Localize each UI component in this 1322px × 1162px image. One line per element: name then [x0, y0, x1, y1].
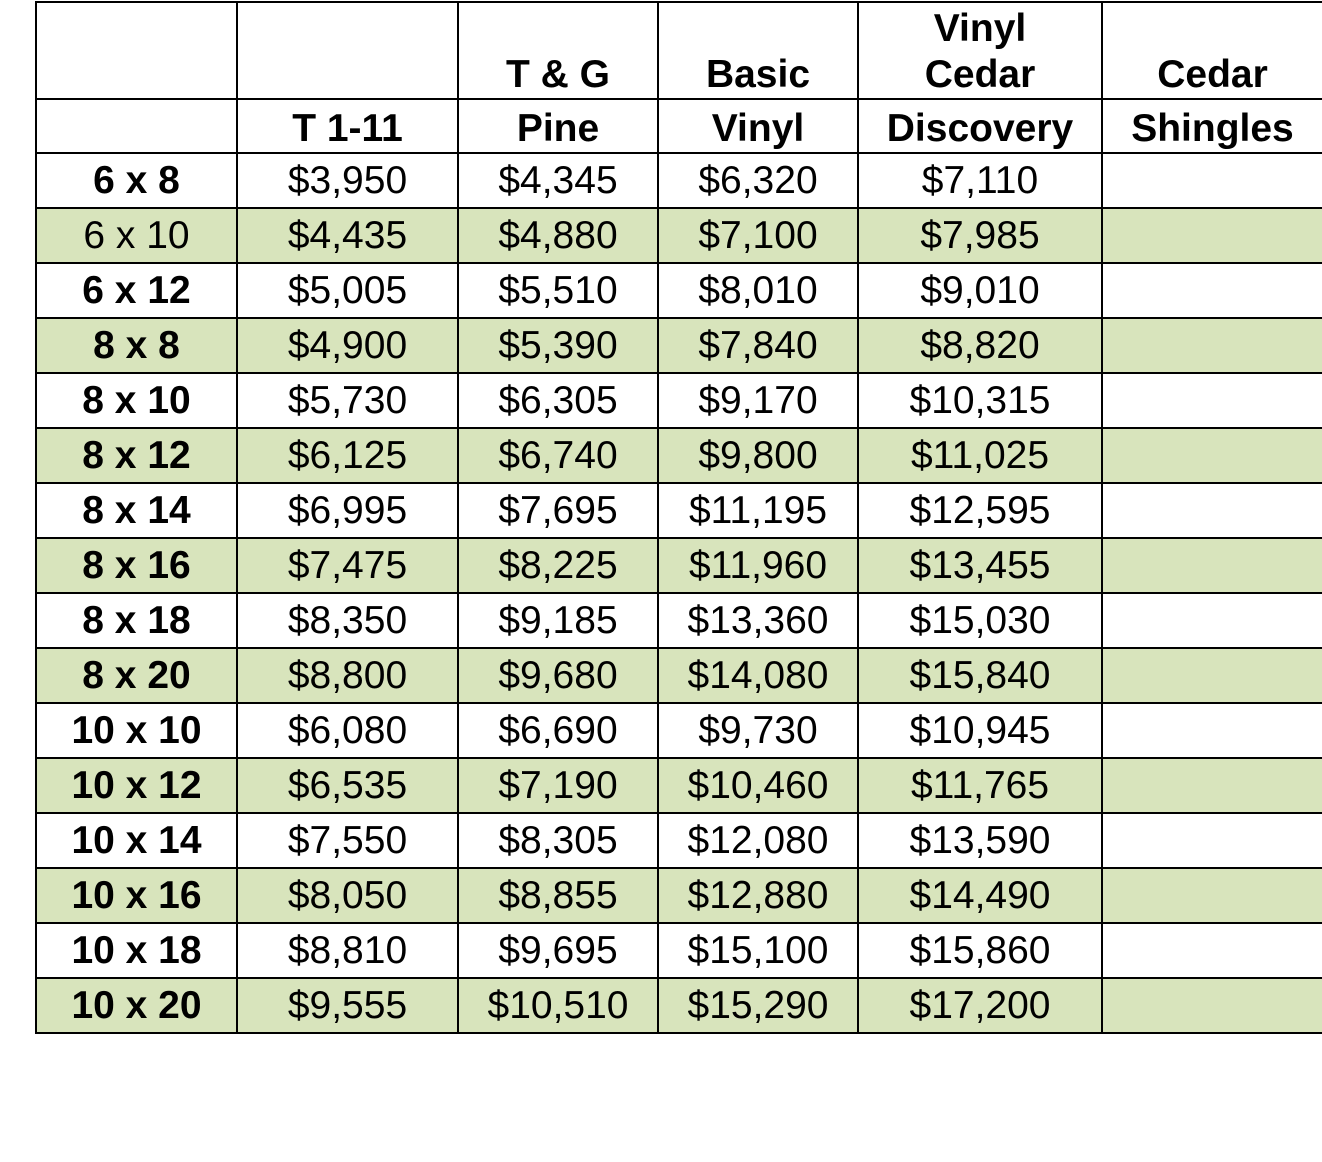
- basic-vinyl-price-cell: $12,080: [658, 813, 858, 868]
- vinyl-cedar-price-cell: $15,860: [858, 923, 1102, 978]
- tg-pine-price-cell: $9,185: [458, 593, 658, 648]
- vinyl-cedar-price-cell: $13,455: [858, 538, 1102, 593]
- size-cell: 8 x 16: [36, 538, 237, 593]
- tg-pine-price-cell: $5,510: [458, 263, 658, 318]
- tg-pine-price-cell: $8,225: [458, 538, 658, 593]
- table-row: [36, 923, 1322, 978]
- cedar-shingles-price-cell: [1102, 153, 1322, 208]
- tg-pine-price-cell: $6,690: [458, 703, 658, 758]
- header-vinyl-cedar: [858, 2, 1102, 99]
- basic-vinyl-price-cell: $15,100: [658, 923, 858, 978]
- header-vinyl-col: Vinyl: [658, 99, 858, 153]
- cedar-shingles-price-cell: [1102, 813, 1322, 868]
- cedar-shingles-price-cell: [1102, 263, 1322, 318]
- t111-price-cell: $4,435: [237, 208, 458, 263]
- cedar-shingles-price-cell: [1102, 483, 1322, 538]
- basic-vinyl-price-cell: $11,195: [658, 483, 858, 538]
- t111-price-cell: $8,810: [237, 923, 458, 978]
- vinyl-cedar-price-cell: $10,945: [858, 703, 1102, 758]
- t111-price-cell: $6,535: [237, 758, 458, 813]
- table-row: [36, 593, 1322, 648]
- cedar-shingles-price-cell: [1102, 758, 1322, 813]
- tg-pine-price-cell: $10,510: [458, 978, 658, 1033]
- tg-pine-price-cell: $6,740: [458, 428, 658, 483]
- header-cedar: Cedar: [1102, 2, 1322, 99]
- basic-vinyl-price-cell: $9,170: [658, 373, 858, 428]
- header-blank-t111: [237, 2, 458, 99]
- size-cell: 6 x 10: [36, 208, 237, 263]
- header-shingles-col: Shingles: [1102, 99, 1322, 153]
- size-cell: 8 x 12: [36, 428, 237, 483]
- vinyl-cedar-price-cell: $13,590: [858, 813, 1102, 868]
- tg-pine-price-cell: $7,190: [458, 758, 658, 813]
- vinyl-cedar-price-cell: $7,110: [858, 153, 1102, 208]
- vinyl-cedar-price-cell: $14,490: [858, 868, 1102, 923]
- t111-price-cell: $6,125: [237, 428, 458, 483]
- t111-price-cell: $9,555: [237, 978, 458, 1033]
- header-tg: T & G: [458, 2, 658, 99]
- header-row-2: [36, 99, 1322, 153]
- vinyl-cedar-price-cell: $11,765: [858, 758, 1102, 813]
- table-row: [36, 153, 1322, 208]
- tg-pine-price-cell: $8,855: [458, 868, 658, 923]
- tg-pine-price-cell: $7,695: [458, 483, 658, 538]
- size-cell: 6 x 8: [36, 153, 237, 208]
- vinyl-cedar-price-cell: $15,840: [858, 648, 1102, 703]
- tg-pine-price-cell: $4,880: [458, 208, 658, 263]
- size-cell: 8 x 8: [36, 318, 237, 373]
- header-t111-col: T 1-11: [237, 99, 458, 153]
- size-cell: 10 x 16: [36, 868, 237, 923]
- basic-vinyl-price-cell: $15,290: [658, 978, 858, 1033]
- basic-vinyl-price-cell: $8,010: [658, 263, 858, 318]
- size-cell: 10 x 14: [36, 813, 237, 868]
- table-row: [36, 428, 1322, 483]
- tg-pine-price-cell: $9,680: [458, 648, 658, 703]
- size-cell: 6 x 12: [36, 263, 237, 318]
- cedar-shingles-price-cell: [1102, 373, 1322, 428]
- table-row: [36, 318, 1322, 373]
- basic-vinyl-price-cell: $12,880: [658, 868, 858, 923]
- t111-price-cell: $8,800: [237, 648, 458, 703]
- vinyl-cedar-price-cell: $10,315: [858, 373, 1102, 428]
- header-discovery-col: Discovery: [858, 99, 1102, 153]
- header-cedar-line: Cedar: [924, 53, 1036, 96]
- t111-price-cell: $6,995: [237, 483, 458, 538]
- table-row: [36, 538, 1322, 593]
- size-cell: 8 x 14: [36, 483, 237, 538]
- size-cell: 10 x 20: [36, 978, 237, 1033]
- size-cell: 10 x 18: [36, 923, 237, 978]
- table-row: [36, 868, 1322, 923]
- cedar-shingles-price-cell: [1102, 428, 1322, 483]
- header-row-1: [36, 2, 1322, 99]
- basic-vinyl-price-cell: $11,960: [658, 538, 858, 593]
- header-vinyl-line: Vinyl: [933, 7, 1027, 50]
- basic-vinyl-price-cell: $13,360: [658, 593, 858, 648]
- vinyl-cedar-price-cell: $9,010: [858, 263, 1102, 318]
- table-body: [36, 153, 1322, 1033]
- size-cell: 10 x 12: [36, 758, 237, 813]
- size-cell: 8 x 18: [36, 593, 237, 648]
- basic-vinyl-price-cell: $7,840: [658, 318, 858, 373]
- table-row: [36, 373, 1322, 428]
- tg-pine-price-cell: $6,305: [458, 373, 658, 428]
- basic-vinyl-price-cell: $9,800: [658, 428, 858, 483]
- size-cell: 8 x 20: [36, 648, 237, 703]
- cedar-shingles-price-cell: [1102, 703, 1322, 758]
- table-row: [36, 648, 1322, 703]
- basic-vinyl-price-cell: $7,100: [658, 208, 858, 263]
- basic-vinyl-price-cell: $14,080: [658, 648, 858, 703]
- basic-vinyl-price-cell: $9,730: [658, 703, 858, 758]
- basic-vinyl-price-cell: $6,320: [658, 153, 858, 208]
- table-row: [36, 813, 1322, 868]
- vinyl-cedar-price-cell: $11,025: [858, 428, 1102, 483]
- cedar-shingles-price-cell: [1102, 648, 1322, 703]
- table-row: [36, 483, 1322, 538]
- t111-price-cell: $3,950: [237, 153, 458, 208]
- table-row: [36, 208, 1322, 263]
- t111-price-cell: $5,730: [237, 373, 458, 428]
- header-basic: Basic: [658, 2, 858, 99]
- basic-vinyl-price-cell: $10,460: [658, 758, 858, 813]
- cedar-shingles-price-cell: [1102, 868, 1322, 923]
- size-cell: 8 x 10: [36, 373, 237, 428]
- t111-price-cell: $7,550: [237, 813, 458, 868]
- vinyl-cedar-price-cell: $15,030: [858, 593, 1102, 648]
- cedar-shingles-price-cell: [1102, 208, 1322, 263]
- vinyl-cedar-price-cell: $8,820: [858, 318, 1102, 373]
- t111-price-cell: $8,350: [237, 593, 458, 648]
- table-row: [36, 978, 1322, 1033]
- header-size-col: [36, 99, 237, 153]
- table-row: [36, 703, 1322, 758]
- cedar-shingles-price-cell: [1102, 318, 1322, 373]
- t111-price-cell: $5,005: [237, 263, 458, 318]
- header-blank-size: [36, 2, 237, 99]
- cedar-shingles-price-cell: [1102, 593, 1322, 648]
- tg-pine-price-cell: $8,305: [458, 813, 658, 868]
- tg-pine-price-cell: $9,695: [458, 923, 658, 978]
- cedar-shingles-price-cell: [1102, 923, 1322, 978]
- tg-pine-price-cell: $4,345: [458, 153, 658, 208]
- vinyl-cedar-price-cell: $17,200: [858, 978, 1102, 1033]
- tg-pine-price-cell: $5,390: [458, 318, 658, 373]
- size-cell: 10 x 10: [36, 703, 237, 758]
- t111-price-cell: $8,050: [237, 868, 458, 923]
- table-row: [36, 263, 1322, 318]
- t111-price-cell: $4,900: [237, 318, 458, 373]
- cedar-shingles-price-cell: [1102, 978, 1322, 1033]
- table-row: [36, 758, 1322, 813]
- vinyl-cedar-price-cell: $12,595: [858, 483, 1102, 538]
- shed-price-table: [35, 1, 1322, 1034]
- t111-price-cell: $7,475: [237, 538, 458, 593]
- vinyl-cedar-price-cell: $7,985: [858, 208, 1102, 263]
- cedar-shingles-price-cell: [1102, 538, 1322, 593]
- header-pine-col: Pine: [458, 99, 658, 153]
- t111-price-cell: $6,080: [237, 703, 458, 758]
